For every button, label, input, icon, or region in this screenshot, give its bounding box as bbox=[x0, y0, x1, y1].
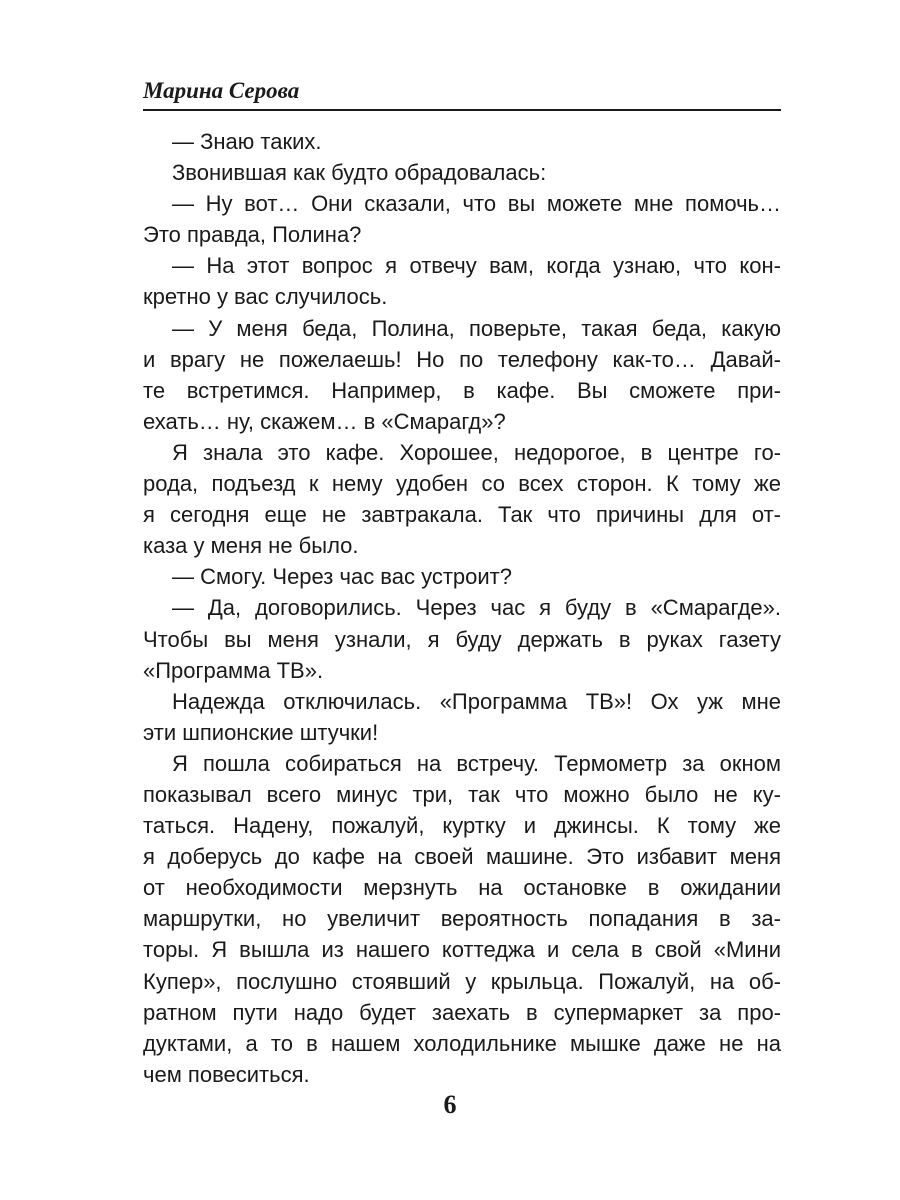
running-header bbox=[143, 76, 781, 110]
text-line: — Ну вот… Они сказали, что вы можете мне помочь… bbox=[172, 191, 781, 217]
text-line: маршрутки, но увеличит вероятность попадания в за- bbox=[143, 906, 781, 932]
text-line: от необходимости мерзнуть на остановке в ожидании bbox=[143, 875, 781, 901]
text-line: таться. Надену, пожалуй, куртку и джинсы. К тому же bbox=[143, 813, 781, 839]
text-line: Я знала это кафе. Хорошее, недорогое, в центре го- bbox=[172, 439, 781, 465]
text-line: торы. Я вышла из нашего коттеджа и села в свой «Мини bbox=[143, 937, 781, 963]
text-line: показывал всего минус три, так что можно было не ку- bbox=[143, 781, 781, 807]
text-line: Чтобы вы меня узнали, я буду держать в руках газету bbox=[143, 626, 781, 652]
text-line: кретно у вас случилось. bbox=[143, 284, 388, 310]
header-rule bbox=[143, 109, 781, 111]
text-line: рода, подъезд к нему удобен со всех сторон. К тому же bbox=[143, 471, 781, 497]
text-line: Это правда, Полина? bbox=[143, 222, 362, 248]
text-line: чем повеситься. bbox=[143, 1061, 310, 1087]
text-line: ратном пути надо будет заехать в супермаркет за про- bbox=[143, 999, 781, 1025]
text-line: Я пошла собираться на встречу. Термометр за окном bbox=[172, 750, 781, 776]
text-line: «Программа ТВ». bbox=[143, 657, 324, 683]
page-number: 6 bbox=[443, 1090, 457, 1119]
text-line: эти шпионские штучки! bbox=[143, 719, 379, 745]
text-line: — У меня беда, Полина, поверьте, такая беда, какую bbox=[172, 315, 781, 341]
text-line: я доберусь до кафе на своей машине. Это избавит меня bbox=[143, 844, 781, 870]
text-line: дуктами, а то в нашем холодильнике мышке даже не на bbox=[143, 1030, 781, 1056]
author-name: Марина Серова bbox=[143, 78, 300, 103]
text-line: Звонившая как будто обрадовалась: bbox=[172, 160, 547, 186]
text-line: те встретимся. Например, в кафе. Вы сможете при- bbox=[143, 377, 781, 403]
text-line: — Смогу. Через час вас устроит? bbox=[172, 564, 512, 590]
text-line: я сегодня еще не завтракала. Так что причины для от- bbox=[143, 502, 781, 528]
text-line: — Да, договорились. Через час я буду в «Смарагде». bbox=[172, 595, 781, 621]
body-text bbox=[143, 126, 781, 1090]
text-line: Надежда отключилась. «Программа ТВ»! Ох уж мне bbox=[172, 688, 781, 714]
text-line: — На этот вопрос я отвечу вам, когда узнаю, что кон- bbox=[172, 253, 781, 279]
text-line: и врагу не пожелаешь! Но по телефону как-то… Давай- bbox=[143, 346, 781, 372]
text-line: каза у меня не было. bbox=[143, 533, 359, 559]
text-line: ехать… ну, скажем… в «Смарагд»? bbox=[143, 408, 506, 434]
text-line: — Знаю таких. bbox=[172, 129, 322, 154]
text-line: Купер», послушно стоявший у крыльца. Пожалуй, на об- bbox=[143, 968, 781, 994]
